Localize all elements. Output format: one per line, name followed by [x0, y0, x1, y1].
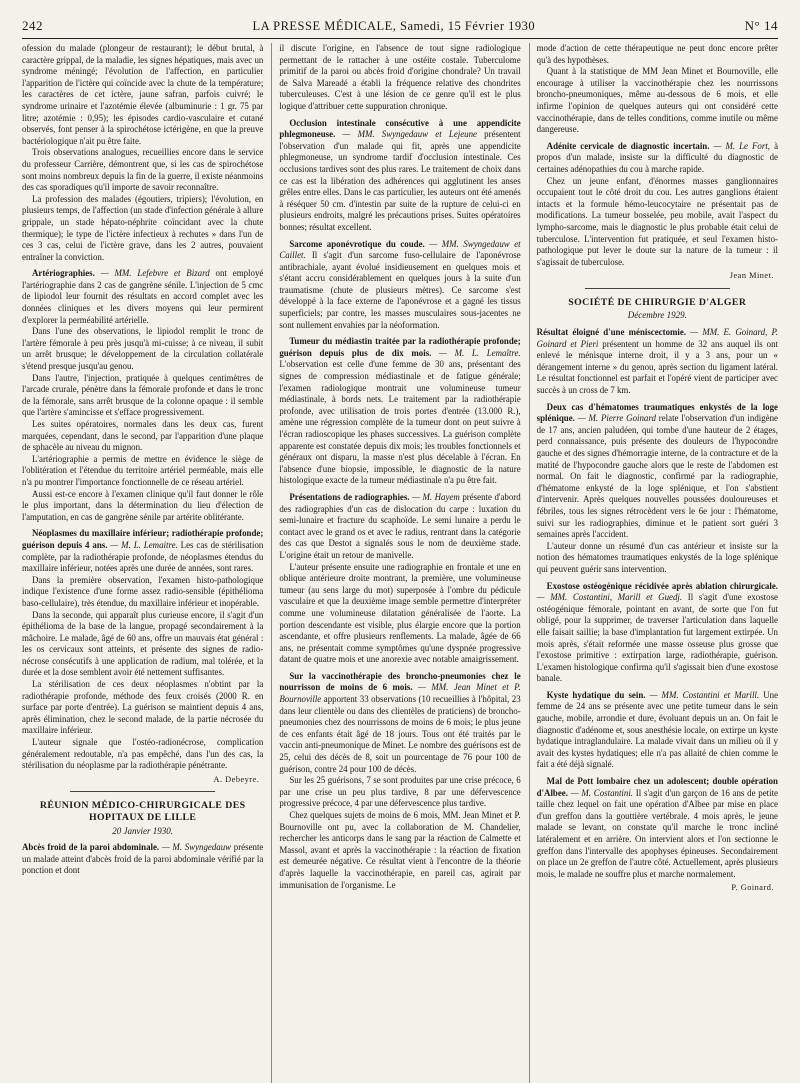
article-neoplasmes [22, 528, 263, 574]
article-meniscectomie [537, 327, 778, 397]
divider [585, 288, 730, 289]
article-text: à propos d'un malade, insiste sur la difficulté du diagnostic de certaines adénopathies du cou à marche rapide. [536, 140, 778, 174]
paragraph: mode d'action de cette thérapeutique ne peut donc encore prêter qu'à des hypothèses. [536, 43, 778, 65]
paragraph: Chez un jeune enfant, d'énormes masses ganglionnaires occupaient tout le côté droit du cou. Les autres ganglions étaient intacts et la formule hémo-leucocytaire ne présentait pas de modifications. La tumeur bosselée, peu mobile, avait l'aspect du lympho-sarcome, mais le diagnostic le plus probable était celui de tuberculose. L'intervention fut pratiquée, et seul l'examen histo-pathologique put lever le doute sur la nature de la tumeur : il s'agissait de tuberculose. [536, 175, 778, 267]
article-text: présentent un homme de 32 ans auquel ils ont enlevé le ménisque interne droit, il y a 3 ans, pour un « dérangement interne » du genou, après section du ligament latéral. Le résultat fonctionnel est parfait et l'opéré vient de participer avec succès à un cross de 7 km. [536, 338, 778, 396]
paragraph: Sur les 25 guérisons, 7 se sont produites par une crise précoce, 6 par une crise un peu plus tardive, 8 par une défervescence progressive précoce, 4 par une défervescence plus tardive. [279, 775, 521, 809]
article-title: Deux cas d'hématomes traumatiques enkystés de la loge splénique. [536, 401, 778, 424]
article-abces [22, 842, 263, 877]
signature: A. Debeyre. [213, 774, 260, 784]
column-2 [271, 43, 520, 1083]
article-title: Sur la vaccinothérapie des broncho-pneumonies chez le nourrisson de moins de 6 mois. [279, 670, 521, 693]
paragraph: L'auteur donne un résumé d'un cas antérieur et insiste sur la notion des hématomes traumatiques enkystés de la loge splénique qui peuvent guérir sans intervention. [536, 540, 778, 574]
paragraph: ofession du malade (plongeur de restaurant); le début brutal, à caractère grippal, de la maladie, les signes hépatiques, mais avec un syndrome méningé; l'évolution de l'affection, en particulier l'apparition de l'ictère qui coïncide avec la chute de la température; les caractères de cet ictère, jaune safran, parfois cuivré; le syndrome urinaire et l'azotémie élevée (albuminurie : 1 gr. 75 par litre; azotémie : 0,95); les épisodes cardio-vasculaire et cutané observés, font penser à la spirochétose ictérigène, en que la preuve bactériologique n'ait pu être faite. [22, 43, 264, 146]
article-authors: — M. Pierre Goinard [577, 413, 656, 424]
paragraph: L'artériographie a permis de mettre en évidence le siège de l'oblitération et l'étendue du territoire artériel perméable, mais elle n'a pu montrer l'importance fonctionnelle de ce réseau artériel. [22, 453, 264, 487]
article-authors: — MM. Jean Minet et P. Bournoville [279, 682, 521, 705]
article-kyste [537, 690, 778, 771]
article-authors: — M. L. Lemaitre. [110, 539, 178, 550]
article-tumeur-mediastin [279, 336, 520, 487]
issue-number: N° 14 [744, 18, 778, 33]
article-text: Les cas de stérilisation complète, par la radiothérapie profonde, de néoplasmes étendus du maxillaire inférieur, notées après une durée de années, sont rares. [22, 539, 264, 574]
article-authors: — M. Le Fort, [713, 140, 771, 151]
paragraph: Dans l'une des observations, le lipiodol remplit le tronc de l'artère fémorale à peu près jusqu'à mi-cuisse; à ce niveau, il subit un arrêt brusque; le développement de la circulation collatérale s'étend presque jusqu'au genou. [22, 326, 264, 372]
article-text: relate l'observation d'un indigène de 17 ans, ancien paludéen, qui tombe d'une hauteur de 2 étages, perd connaissance, puis présente des douleurs de l'hypocondre gauche et des signes d'hémorragie interne, de la contracture et de la matité de l'hypocondre gauche alors que le reste de l'abdomen est normal. On fait le diagnostic, confirmé par la radiographie, d'hématome enkysté de la loge splénique, et l'on s'abstient d'intervenir. Après quelques nouvelles poussées douloureuses et fébriles, tous les signes rétrocèdent vers le 6e jour : l'hématome, suivi sur les radiographies, diminue et le patient sort guéri 3 semaines après l'accident. [536, 413, 778, 540]
article-text: Une femme de 24 ans se présente avec une petite tumeur dans le sein gauche, mobile, arrondie et dure, évoluant depuis un an. On fait le diagnostic d'adénome et, sous anesthésie locale, on extirpe un kyste hydatique intraglandulaire. La malade vivait dans un milieu où il y avait des kystes hydatiques; elle n'a pas allaité de chien comme le fait a été déjà signalé. [536, 689, 778, 770]
article-occlusion [279, 118, 520, 234]
section-date: Décembre 1929. [627, 310, 687, 321]
article-authors: — M. Costantini. [570, 787, 634, 798]
article-text: Il s'agit d'une exostose ostéogénique fémorale, pointant en avant, de sorte que l'on fut obligé, pour la supprimer, de traverser l'articulation dans laquelle elle faisait saillie; la base d'implantation fut largement extirpée. Un mois après, s'était reformée une masse osseuse plus grosse que l'exostose primitive : extirpation large, radiothérapie, guérison. L'examen histologique confirma qu'il s'agissait bien d'une exostose banale. [536, 592, 778, 684]
article-text: ont employé l'artériographie dans 2 cas de gangrène sénile. L'injection de 5 cmc de lipiodol leur fournit des résultats en accord complet avec les données cliniques et les divers moyens qui leur permirent d'explorer la perméabilité artérielle. [22, 268, 264, 325]
article-title: Résultat éloigné d'une méniscectomie. [536, 327, 687, 338]
article-authors: — MM. Swyngedauw et Lejeune [342, 129, 477, 140]
paragraph: L'auteur présente ensuite une radiographie en frontale et une en oblique antérieure droite montrant, la première, une volumineuse tumeur (au sens large du mot) superposée à l'ombre du pédicule vasculaire et que la deuxième image semble permettre d'interpréter comme une volumineuse dilatation généralisée de l'aorte. La portion descendante est visible, plus élargie encore que la portion ascendante, et offre plusieurs renflements. La malade, âgée de 66 ans, ne présentait comme symptômes qu'une dyspnée progressive datant de quatre mois et une anorexie avec notable amaigrissement. [279, 561, 521, 665]
article-authors: — MM. E. Goinard, P. Goinard et Pieri [536, 327, 778, 349]
article-text: Il s'agit d'un sarcome fuso-cellulaire de l'aponévrose antibrachiale, ayant évolué insidieusement en quelques mois et s'étant accru considérablement en quelques jours à la suite d'un traumatisme (chute de plusieurs mètres). Ce sarcome s'est développé à la face externe de l'aponévrose et a gagné les tissus superficiels; par contre, les masses musculaires sous-jacentes ne sont nullement envahies par la néoformation. [279, 250, 521, 330]
journal-title: LA PRESSE MÉDICALE, Samedi, 15 Février 1930 [252, 19, 536, 33]
article-arteriographies [22, 268, 263, 326]
article-title: Exostose ostéogénique récidivée après ablation chirurgicale. [546, 580, 778, 591]
article-title: Tumeur du médiastin traitée par la radiothérapie profonde; guérison depuis plus de dix mois. [279, 336, 521, 358]
column-3 [529, 43, 778, 1083]
paragraph: Les suites opératoires, normales dans les deux cas, furent marquées, cependant, dans le second, par l'apparition d'une plaque de sphacèle au niveau du mignon. [22, 419, 264, 453]
article-authors: — M. Hayem [412, 491, 460, 502]
article-text: présente d'abord des radiographies d'un cas de dislocation du carpe : luxation du semi-lunaire et fracture du scaphoïde. Le semi lunaire a perdu le contact avec le grand os et avec le radius, rentrant dans la catégorie des cas que Destot a signalés sous le nom de deuxième stade. L'origine était un retour de manivelle. [279, 491, 521, 560]
paragraph: Aussi est-ce encore à l'examen clinique qu'il faut donner le rôle le plus important, dans la détermination du lieu d'élection de l'amputation, en cas de gangrène sénile par artérite oblitérante. [22, 488, 264, 522]
paragraph: Quant à la statistique de MM Jean Minet et Bournoville, elle encourage à utiliser la vaccinothérapie chez les nourrissons broncho-pneumoniques, même au-dessous de 6 mois, et elle infirme l'opinion de quelques auteurs qui ont considéré cette vaccinothérapie, dans de telles conditions, comme inutile ou même dangereuse. [536, 66, 778, 135]
article-title: Artériographies. [32, 268, 95, 279]
paragraph: Dans l'autre, l'injection, pratiquée à quelques centimètres de l'arcade crurale, pénètre dans la fémorale profonde et dans le tronc de la fémorale, sans arrêt brusque de la colonne opaque : il semble que l'artère s'amincisse et s'efface progressivement. [22, 372, 264, 418]
page-header [22, 18, 778, 39]
article-title: Adénite cervicale de diagnostic incertain. [546, 140, 710, 151]
paragraph: Dans la première observation, l'examen histo-pathologique indique l'existence d'une forme assez radio-sensible (épithélioma baso-cellulaire), très étendue, du maxillaire inférieur et inopérable. [22, 574, 264, 608]
paragraph: Dans la seconde, qui apparaît plus curieuse encore, il s'agit d'un épithélioma de la base de la langue, propagé secondairement à la mâchoire. Le malade, âgé de 60 ans, offre un mauvais état général : les os cervicaux sont atteints, et présente des signes de radio-nécrose consécutifs à une application de radium, mal tolérée, et la durée et la dose semblent avoir été nettement suffisantes. [22, 609, 264, 678]
paragraph: La profession des malades (égoutiers, tripiers); l'évolution, en plusieurs temps, de l'affection (un stade d'infection générale à allure grippale, un stade hépato-néphrite coïncidant avec la chute thermique); le type de l'ictère infectieux à rechutes » dans l'un de ces 3 cas, celui de l'ictère grave, dans les 2 autres, pouvaient entraîner la conviction. [22, 193, 264, 262]
section-date: 20 Janvier 1930. [112, 825, 174, 836]
article-authors: — M. Swyngedauw [161, 842, 232, 853]
article-text: apportent 33 observations (10 recueillies à l'hôpital, 23 dans leur clientèle ou dans des clientèles de praticiens) de broncho-pneumonies chez des nourrissons de moins de 6 mois; le plus jeune de ces enfants était âgé de 18 jours. Tous ont été traités par le vaccin anti-pneumonique de Minet. Le nombre des guérisons est de 25, celui des décès de 8, soit un pourcentage de 76 pour 100 de guérison, contre 24 pour 100 de décès. [279, 694, 521, 774]
section-heading: SOCIÉTÉ DE CHIRURGIE D'ALGER [568, 296, 747, 308]
article-text: L'observation est celle d'une femme de 30 ans, présentant des signes de compression médiastinale et de fatigue générale; l'examen radiologique montrait une volumineuse tumeur médiastinale, à bords nets. Le traitement par la radiothérapie profonde, avec utilisation de trois portes d'entrée (13.000 R.), amène une régression complète de la tumeur dont on peut suivre à l'écran radioscopique les phases successives. La guérison complète apparente est constatée depuis dix mois; les troubles fonctionnels et généraux ont disparu, la masse n'est plus décelable à l'écran. En l'absence d'une biopsie, impossible, le diagnostic de la nature histologique exacte de la tumeur médiastinale n'a pu être fait. [279, 359, 521, 486]
article-title: Présentations de radiographies. [289, 491, 410, 502]
paragraph: La stérilisation de ces deux néoplasmes n'obtint par la radiothérapie profonde, méthode des feux croisés (2000 R. en surface par porte d'entrée). La guérison se maintient depuis 4 ans, après élimination, chez le second malade, de la partie nécrosée du maxillaire inférieur. [22, 679, 264, 736]
article-title: Abcès froid de la paroi abdominale. [22, 842, 160, 853]
article-authors: — M. L. Lemaître. [439, 347, 521, 358]
paragraph: il discute l'origine, en l'absence de tout signe radiologique permettant de le rattacher à une ostéite costale. Tuberculome primitif de la paroi ou abcès froid d'origine chondrale? Un travail de Salva Mareadé a établi la fréquence relative des chondrites tuberculeuses. C'est à une lésion de ce genre qu'il est le plus logique d'attribuer cette suppuration chronique. [279, 43, 521, 111]
article-title: Mal de Pott lombaire chez un adolescent; double opération d'Albee. [536, 776, 778, 798]
article-exostose [537, 581, 778, 685]
article-authors: — MM. Swyngedauw et Caillet. [279, 238, 521, 261]
divider [70, 791, 215, 792]
paragraph: L'auteur signale que l'ostéo-radionécrose, complication généralement redoutable, n'a pas empêché, dans l'un des cas, la stérilisation du néoplasme par la radiothérapie pénétrante. [22, 737, 264, 771]
article-authors: — MM. Costantini et Marill. [649, 689, 760, 700]
paragraph: Chez quelques sujets de moins de 6 mois, MM. Jean Minet et P. Bournoville ont pu, avec la collaboration de M. Chandelier, rechercher les anticorps dans le sang par la réaction de Calmette et Massol, avant et après la vaccinothérapie : la réaction de fixation est demeurée négative. Ce résultat vient à l'encontre de la théorie d'après laquelle la vaccinothérapie, en pareil cas, agirait par immunisation de l'organisme. Le [279, 810, 521, 890]
paragraph: Trois observations analogues, recueillies encore dans le service du professeur Carrière, démontrent que, si les cas de spirochétose sont moins nombreux depuis la fin de la guerre, il existe néanmoins des cas sporadiques qu'il importe de savoir reconnaître. [22, 147, 264, 193]
article-adenite [537, 141, 778, 176]
article-radiographies [279, 492, 520, 562]
article-text: présente un malade atteint d'abcès froid de la paroi abdominale vérifié par la ponction et dont [22, 842, 264, 876]
article-sarcome [279, 239, 520, 332]
article-title: Kyste hydatique du sein. [546, 689, 646, 700]
section-heading: RÉUNION MÉDICO-CHIRURGICALE DES HOPITAUX DE LILLE [39, 800, 246, 823]
article-vaccinotherapie [279, 671, 520, 775]
signature: Jean Minet. [729, 271, 774, 281]
article-authors: — MM. Lefebvre et Bizard [100, 268, 210, 279]
signature: P. Goinard. [731, 883, 774, 893]
article-hematomes [537, 402, 778, 541]
page-number: 242 [22, 18, 43, 33]
article-mal-de-pott [537, 776, 778, 880]
article-authors: — MM. Costantini, Marill et Guedj. [536, 592, 683, 603]
article-text: Il s'agit d'un garçon de 16 ans de petite taille chez lequel on fait une opération d'Albee par mise en place d'un greffon dans la gouttière vertébrale. 4 mois après, le jeune malade se levant, on constate qu'il marche le tronc incliné latéralement et en arrière. On intervient alors et l'on sectionne le greffon dans l'intervalle des apophyses épineuses. Secondairement on place un 2e greffon de l'autre côté. Actuellement, après plusieurs mois, le malade ne souffre plus et marche normalement. [536, 787, 778, 879]
article-title: Occlusion intestinale consécutive à une appendicite phlegmoneuse. [279, 117, 521, 140]
article-text: présentent l'observation d'un malade qui fit, après une appendicite phlegmoneuse, un syndrome tardif d'occlusion intestinale. Ces occlusions tardives sont des plus rares. Le traitement de choix dans ce cas est la libération des adhérences qui agglutinent les anses grêles entre elles. Dans le cas particulier, les auteurs ont été amenés à réséquer 50 cm. d'intestin par suite de la rupture de celui-ci en plusieurs endroits, malgré les précautions prises. Suites opératoires bonnes; résultat excellent. [279, 129, 521, 232]
columns [22, 43, 778, 1083]
column-1 [22, 43, 263, 1083]
article-title: Néoplasmes du maxillaire inférieur; radiothérapie profonde; guérison depuis 4 ans. [22, 528, 264, 550]
article-title: Sarcome aponévrotique du coude. [289, 238, 425, 249]
